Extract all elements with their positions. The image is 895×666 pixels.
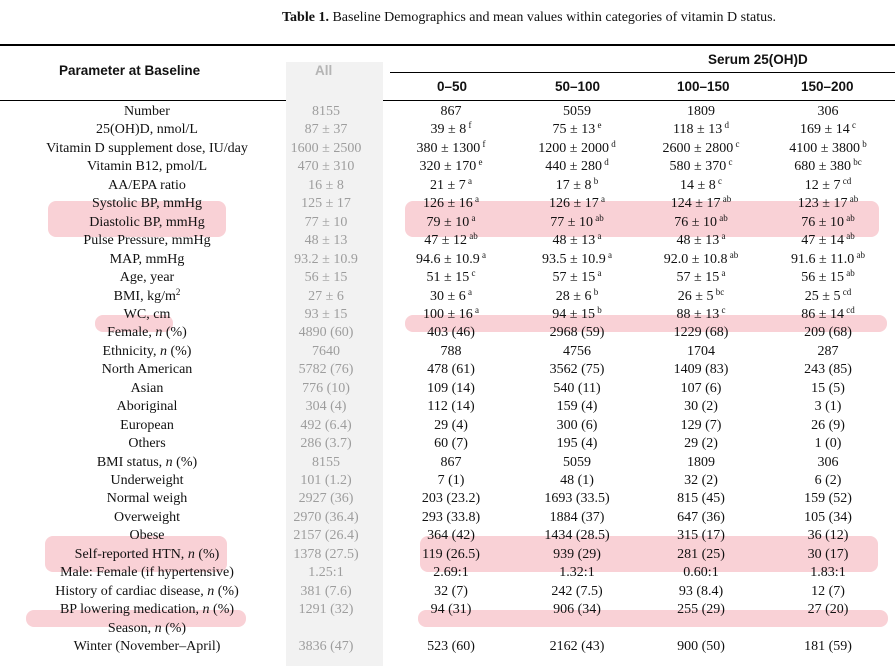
cell-value: 25 ± 5 $^{cd}$ <box>804 286 852 304</box>
row-label: Normal weigh <box>106 491 188 507</box>
table-row <box>0 601 895 620</box>
row-label: Female, n (%) <box>107 325 187 341</box>
cell-value: 243 (85) <box>804 362 852 378</box>
cell-value: 540 (11) <box>553 380 601 396</box>
significance-superscript: c <box>719 304 726 315</box>
cell-all: 5782 (76) <box>298 362 354 378</box>
cell-value: 17 ± 8 $^b$ <box>555 175 599 193</box>
cell-value: 100 ± 16 $^a$ <box>423 304 479 322</box>
significance-superscript: ab <box>847 194 859 205</box>
row-label: History of cardiac disease, n (%) <box>55 583 239 599</box>
cell-all: 470 ± 310 <box>297 159 355 175</box>
cell-all: 7640 <box>312 343 340 359</box>
row-label: Systolic BP, mmHg <box>91 196 203 212</box>
significance-superscript: a <box>595 268 602 279</box>
row-label: Age, year <box>119 270 175 286</box>
row-label: Ethnicity, n (%) <box>102 343 192 359</box>
cell-all: 77 ± 10 <box>304 214 348 230</box>
cell-all: 4890 (60) <box>298 325 354 341</box>
table-row <box>0 121 895 140</box>
parameter-header: Parameter at Baseline <box>59 63 201 78</box>
row-label: AA/EPA ratio <box>108 177 186 193</box>
row-label: Diastolic BP, mmHg <box>89 214 205 230</box>
caption-text: Baseline Demographics and mean values within categories of vitamin D status. <box>332 10 777 25</box>
table-row <box>0 251 895 270</box>
cell-value: 112 (14) <box>427 399 475 415</box>
row-label: Others <box>128 436 166 452</box>
cell-value: 1409 (83) <box>673 362 729 378</box>
significance-superscript: a <box>719 268 726 279</box>
significance-superscript: d <box>608 138 616 149</box>
cell-value: 788 <box>440 343 462 359</box>
significance-superscript: cd <box>840 175 852 186</box>
cell-value: 1.83:1 <box>810 565 846 581</box>
table-row <box>0 306 895 325</box>
cell-all: 776 (10) <box>302 380 350 396</box>
significance-superscript: f <box>480 138 486 149</box>
cell-value: 1809 <box>687 104 715 119</box>
cell-value: 287 <box>817 343 839 359</box>
row-label: Aboriginal <box>116 399 178 415</box>
cell-value: 57 ± 15 $^a$ <box>676 268 726 286</box>
table-row <box>0 380 895 399</box>
cell-value: 21 ± 7 $^a$ <box>430 175 472 193</box>
cell-value: 77 ± 10 $^{ab}$ <box>550 212 604 230</box>
row-label: European <box>120 417 174 433</box>
cell-value: 124 ± 17 $^{ab}$ <box>670 194 732 212</box>
cell-value: 91.6 ± 11.0 $^{ab}$ <box>791 249 865 267</box>
significance-superscript: a <box>465 175 472 186</box>
cell-value: 47 ± 12 $^{ab}$ <box>424 231 478 249</box>
cell-value: 1693 (33.5) <box>544 491 610 507</box>
significance-superscript: c <box>469 268 476 279</box>
table-row <box>0 454 895 473</box>
table-row <box>0 269 895 288</box>
cell-value: 14 ± 8 $^c$ <box>680 175 722 193</box>
significance-superscript: bc <box>850 157 862 168</box>
table-row <box>0 509 895 528</box>
cell-all: 8155 <box>312 104 340 119</box>
significance-superscript: ab <box>843 231 855 242</box>
significance-superscript: c <box>849 120 856 131</box>
table-row <box>0 361 895 380</box>
cell-all: 48 ± 13 <box>304 233 348 249</box>
cell-value: 906 (34) <box>553 602 601 618</box>
cell-value: 15 (5) <box>811 380 845 396</box>
table-row <box>0 417 895 436</box>
significance-superscript: b <box>859 138 867 149</box>
header-rule <box>0 100 895 101</box>
cell-value: 29 (4) <box>434 417 468 433</box>
cell-all: 27 ± 6 <box>308 288 344 304</box>
table-caption <box>282 10 776 26</box>
cell-value: 2600 ± 2800 $^c$ <box>662 138 740 156</box>
cell-value: 26 ± 5 $^{bc}$ <box>677 286 725 304</box>
cell-value: 30 ± 6 $^a$ <box>430 286 472 304</box>
cell-value: 5059 <box>563 104 591 119</box>
table-row <box>0 546 895 565</box>
cell-value: 48 ± 13 $^a$ <box>552 231 602 249</box>
cell-value: 680 ± 380 $^{bc}$ <box>794 157 862 175</box>
row-label: 25(OH)D, nmol/L <box>96 122 198 138</box>
table-row <box>0 583 895 602</box>
table-row <box>0 490 895 509</box>
cell-all: 93 ± 15 <box>304 306 348 322</box>
cell-value: 293 (33.8) <box>421 509 481 525</box>
significance-superscript: a <box>465 286 472 297</box>
cell-value: 242 (7.5) <box>551 583 603 599</box>
table-row <box>0 398 895 417</box>
cell-value: 900 (50) <box>677 639 725 655</box>
row-label: Season, n (%) <box>107 620 187 636</box>
cell-value: 94 (31) <box>430 602 472 618</box>
cell-all: 1.25:1 <box>308 565 344 581</box>
significance-superscript: cd <box>840 286 852 297</box>
significance-superscript: a <box>719 231 726 242</box>
cell-value: 580 ± 370 $^c$ <box>669 157 733 175</box>
cell-value: 2.69:1 <box>433 565 469 581</box>
table-row <box>0 232 895 251</box>
group-rule <box>390 72 895 73</box>
significance-superscript: a <box>598 194 605 205</box>
significance-superscript: ab <box>592 212 604 223</box>
significance-superscript: a <box>479 249 486 260</box>
cell-all: 101 (1.2) <box>300 473 352 488</box>
significance-superscript: ab <box>843 212 855 223</box>
top-rule <box>0 44 895 46</box>
cell-value: 255 (29) <box>677 602 725 618</box>
row-label: Obese <box>129 528 165 544</box>
table-row <box>0 158 895 177</box>
cell-value: 56 ± 15 $^{ab}$ <box>801 268 855 286</box>
row-label: Pulse Pressure, mmHg <box>83 233 211 249</box>
cell-value: 4100 ± 3800 $^b$ <box>789 138 867 156</box>
significance-superscript: ab <box>854 249 865 260</box>
cell-value: 94.6 ± 10.9 $^a$ <box>416 249 486 267</box>
cell-value: 3 (1) <box>814 399 842 415</box>
row-label: Self-reported HTN, n (%) <box>74 546 220 562</box>
cell-all: 1600 ± 2500 <box>290 140 362 156</box>
table-row <box>0 343 895 362</box>
cell-value: 440 ± 280 $^d$ <box>545 157 609 175</box>
cell-value: 60 (7) <box>434 436 468 452</box>
row-label: Vitamin D supplement dose, IU/day <box>46 140 248 156</box>
cell-all: 2970 (36.4) <box>293 509 359 525</box>
cell-value: 123 ± 17 $^{ab}$ <box>797 194 859 212</box>
row-label: Male: Female (if hypertensive) <box>60 565 234 581</box>
cell-value: 126 ± 16 $^a$ <box>423 194 479 212</box>
table-row <box>0 195 895 214</box>
table-row <box>0 140 895 159</box>
cell-all: 1291 (32) <box>298 602 354 618</box>
cell-value: 1 (0) <box>814 436 842 452</box>
row-label: Number <box>124 104 170 119</box>
significance-superscript: f <box>466 120 472 131</box>
cell-value: 1434 (28.5) <box>544 528 610 544</box>
cell-value: 0.60:1 <box>683 565 719 581</box>
cell-all: 2927 (36) <box>298 491 354 507</box>
cell-value: 12 (7) <box>811 583 845 599</box>
row-label: MAP, mmHg <box>109 251 185 267</box>
category-header-1: 50–100 <box>555 79 601 94</box>
cell-value: 28 ± 6 $^b$ <box>555 286 599 304</box>
cell-value: 36 (12) <box>807 528 849 544</box>
cell-value: 48 ± 13 $^a$ <box>676 231 726 249</box>
table-row <box>0 527 895 546</box>
cell-value: 93 (8.4) <box>678 583 724 599</box>
cell-value: 203 (23.2) <box>421 491 481 507</box>
cell-value: 109 (14) <box>427 380 475 396</box>
significance-superscript: c <box>733 138 740 149</box>
cell-all: 56 ± 15 <box>304 270 348 286</box>
table-row <box>0 564 895 583</box>
significance-superscript: ab <box>716 212 728 223</box>
cell-value: 47 ± 14 $^{ab}$ <box>801 231 855 249</box>
cell-value: 76 ± 10 $^{ab}$ <box>801 212 855 230</box>
cell-value: 107 (6) <box>680 380 722 396</box>
cell-value: 1.32:1 <box>559 565 595 581</box>
cell-value: 32 (2) <box>684 473 718 488</box>
cell-all: 16 ± 8 <box>308 177 344 193</box>
cell-value: 126 ± 17 $^a$ <box>549 194 605 212</box>
cell-value: 867 <box>440 454 462 470</box>
significance-superscript: c <box>715 175 722 186</box>
cell-value: 30 (17) <box>807 546 849 562</box>
row-label: Overweight <box>113 509 181 525</box>
cell-all: 87 ± 37 <box>304 122 348 138</box>
cell-value: 79 ± 10 $^a$ <box>426 212 476 230</box>
significance-superscript: d <box>722 120 729 131</box>
table-row <box>0 177 895 196</box>
cell-value: 105 (34) <box>804 509 852 525</box>
cell-value: 76 ± 10 $^{ab}$ <box>674 212 728 230</box>
category-header-0: 0–50 <box>437 79 468 94</box>
cell-value: 4756 <box>563 343 591 359</box>
row-label: BMI, $kg/m^2$ <box>113 286 181 304</box>
cell-value: 364 (42) <box>427 528 475 544</box>
cell-value: 1884 (37) <box>549 509 605 525</box>
significance-superscript: ab <box>720 194 732 205</box>
table-row <box>0 103 895 122</box>
cell-value: 86 ± 14 $^{cd}$ <box>801 304 855 322</box>
cell-all: 3836 (47) <box>298 639 354 655</box>
cell-value: 94 ± 15 $^b$ <box>552 304 602 322</box>
cell-value: 647 (36) <box>677 509 725 525</box>
cell-value: 320 ± 170 $^e$ <box>419 157 483 175</box>
cell-value: 2162 (43) <box>549 639 605 655</box>
cell-all: 125 ± 17 <box>301 196 351 212</box>
cell-value: 306 <box>817 104 839 119</box>
cell-value: 1229 (68) <box>673 325 729 341</box>
significance-superscript: ab <box>727 249 739 260</box>
significance-superscript: d <box>601 157 609 168</box>
cell-value: 57 ± 15 $^a$ <box>552 268 602 286</box>
cell-value: 3562 (75) <box>549 362 605 378</box>
cell-value: 129 (7) <box>680 417 722 433</box>
cell-value: 939 (29) <box>553 546 601 562</box>
cell-value: 118 ± 13 $^d$ <box>673 120 729 138</box>
significance-superscript: bc <box>713 286 725 297</box>
cell-value: 32 (7) <box>434 583 468 599</box>
significance-superscript: ab <box>466 231 478 242</box>
row-label: Asian <box>130 380 164 396</box>
cell-value: 7 (1) <box>437 473 465 488</box>
cell-value: 29 (2) <box>684 436 718 452</box>
cell-value: 30 (2) <box>684 399 718 415</box>
cell-value: 92.0 ± 10.8 $^{ab}$ <box>663 249 739 267</box>
cell-value: 300 (6) <box>556 417 598 433</box>
cell-value: 159 (52) <box>804 491 852 507</box>
cell-value: 1809 <box>687 454 715 470</box>
cell-value: 478 (61) <box>427 362 475 378</box>
significance-superscript: e <box>476 157 483 168</box>
table-row <box>0 288 895 307</box>
cell-value: 119 (26.5) <box>422 546 480 562</box>
cell-all: 381 (7.6) <box>300 583 352 599</box>
table-row <box>0 620 895 639</box>
all-header: All <box>315 63 333 78</box>
significance-superscript: a <box>605 249 612 260</box>
row-label: BP lowering medication, n (%) <box>59 602 235 618</box>
cell-all: 304 (4) <box>305 399 347 415</box>
row-label: North American <box>101 362 193 378</box>
table-row <box>0 324 895 343</box>
row-label: Vitamin B12, pmol/L <box>86 159 208 175</box>
cell-value: 306 <box>817 454 839 470</box>
cell-value: 5059 <box>563 454 591 470</box>
cell-value: 27 (20) <box>807 602 849 618</box>
category-header-2: 100–150 <box>677 79 730 94</box>
cell-value: 48 (1) <box>560 473 594 488</box>
caption-label: Table 1. <box>282 10 329 25</box>
cell-all: 2157 (26.4) <box>293 528 359 544</box>
cell-value: 12 ± 7 $^{cd}$ <box>804 175 852 193</box>
significance-superscript: cd <box>843 304 855 315</box>
cell-value: 26 (9) <box>811 417 845 433</box>
significance-superscript: b <box>591 175 599 186</box>
significance-superscript: c <box>726 157 733 168</box>
significance-superscript: a <box>595 231 602 242</box>
cell-value: 1704 <box>687 343 715 359</box>
cell-value: 51 ± 15 $^c$ <box>426 268 476 286</box>
cell-value: 209 (68) <box>804 325 852 341</box>
cell-value: 195 (4) <box>556 436 598 452</box>
significance-superscript: b <box>591 286 599 297</box>
significance-superscript: ab <box>843 268 855 279</box>
cell-value: 93.5 ± 10.9 $^a$ <box>542 249 612 267</box>
cell-all: 93.2 ± 10.9 <box>294 251 358 267</box>
table-row <box>0 214 895 233</box>
table-row <box>0 435 895 454</box>
cell-all: 286 (3.7) <box>300 436 352 452</box>
cell-value: 6 (2) <box>814 473 842 488</box>
cell-all: 8155 <box>312 454 340 470</box>
table-row <box>0 472 895 491</box>
cell-all: 1378 (27.5) <box>293 546 359 562</box>
table-row <box>0 638 895 657</box>
significance-superscript: a <box>472 194 479 205</box>
cell-value: 181 (59) <box>804 639 852 655</box>
significance-superscript: e <box>595 120 602 131</box>
significance-superscript: a <box>472 304 479 315</box>
cell-value: 75 ± 13 $^e$ <box>552 120 602 138</box>
row-label: Winter (November–April) <box>73 639 221 655</box>
cell-value: 315 (17) <box>677 528 725 544</box>
cell-value: 815 (45) <box>677 491 725 507</box>
cell-value: 169 ± 14 $^c$ <box>800 120 856 138</box>
row-label: Underweight <box>110 473 184 488</box>
cell-value: 39 ± 8 $^f$ <box>430 120 472 138</box>
cell-value: 159 (4) <box>556 399 598 415</box>
cell-all: 492 (6.4) <box>300 417 352 433</box>
cell-value: 2968 (59) <box>549 325 605 341</box>
significance-superscript: a <box>469 212 476 223</box>
significance-superscript: b <box>594 304 602 315</box>
cell-value: 281 (25) <box>677 546 725 562</box>
serum-group-header: Serum 25(OH)D <box>708 52 808 67</box>
cell-value: 867 <box>440 104 462 119</box>
cell-value: 380 ± 1300 $^f$ <box>416 138 486 156</box>
row-label: BMI status, n (%) <box>96 454 198 470</box>
cell-value: 1200 ± 2000 $^d$ <box>538 138 616 156</box>
cell-value: 523 (60) <box>427 639 475 655</box>
category-header-3: 150–200 <box>801 79 854 94</box>
cell-value: 88 ± 13 $^c$ <box>676 304 726 322</box>
row-label: WC, cm <box>123 306 171 322</box>
cell-value: 403 (46) <box>427 325 475 341</box>
